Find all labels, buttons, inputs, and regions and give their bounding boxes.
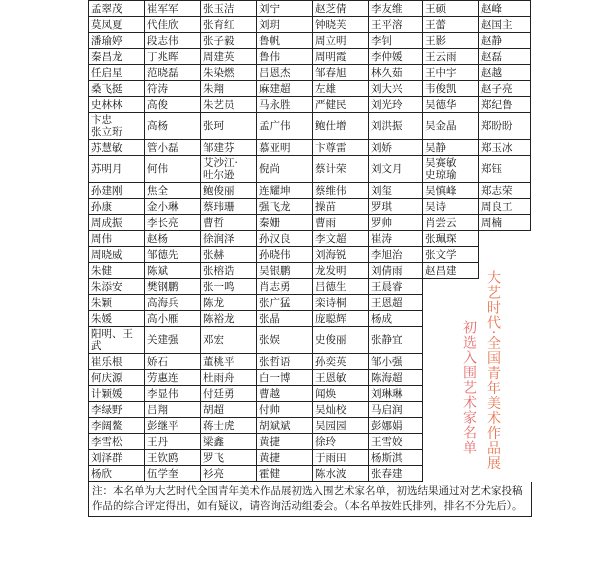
name-cell: 郑玉冰 <box>479 140 531 156</box>
blank-cell <box>479 247 531 263</box>
name-cell: 管小磊 <box>145 140 201 156</box>
name-cell: 彭继平 <box>145 418 201 434</box>
name-cell: 林久茹 <box>369 65 423 81</box>
name-cell: 马启润 <box>369 402 423 418</box>
name-cell: 孟广伟 <box>257 113 313 140</box>
name-cell: 樊钢鹏 <box>145 279 201 295</box>
name-cell: 肖志勇 <box>257 279 313 295</box>
name-cell: 蔡维伟 <box>313 183 369 199</box>
name-cell: 张晶 <box>257 311 313 327</box>
name-cell: 胡斌斌 <box>257 418 313 434</box>
blank-cell <box>423 279 479 295</box>
name-cell: 吴园园 <box>313 418 369 434</box>
name-cell: 马永胜 <box>257 97 313 113</box>
name-cell: 付帅 <box>257 402 313 418</box>
name-cell: 周晓威 <box>89 247 145 263</box>
name-cell: 史俊丽 <box>313 327 369 354</box>
name-cell: 李仲媛 <box>369 49 423 65</box>
name-cell: 庞聪辉 <box>313 311 369 327</box>
name-cell: 朱添安 <box>89 279 145 295</box>
name-cell: 吴静 <box>423 140 479 156</box>
name-cell: 张哲语 <box>257 354 313 370</box>
table-row <box>89 97 531 113</box>
table-row <box>89 113 531 140</box>
name-cell: 蒋士虎 <box>201 418 257 434</box>
name-cell: 彭娜娟 <box>369 418 423 434</box>
table-row <box>89 1 531 17</box>
table-row <box>89 81 531 97</box>
name-cell: 孙康 <box>89 199 145 215</box>
name-cell: 左雄 <box>313 81 369 97</box>
name-cell: 王云雨 <box>423 49 479 65</box>
name-cell: 周成振 <box>89 215 145 231</box>
name-cell: 焦全 <box>145 183 201 199</box>
name-cell: 刘大兴 <box>369 81 423 97</box>
name-cell: 张娱 <box>257 327 313 354</box>
name-cell: 孙汉良 <box>257 231 313 247</box>
name-cell: 朱颖 <box>89 295 145 311</box>
name-cell: 张广猛 <box>257 295 313 311</box>
name-cell: 计颖媛 <box>89 386 145 402</box>
name-cell: 高俊 <box>145 97 201 113</box>
name-cell: 艾沙江· 吐尔逊 <box>201 156 257 183</box>
table-row <box>89 17 531 33</box>
name-cell: 赵国主 <box>479 17 531 33</box>
name-cell: 周明霞 <box>313 49 369 65</box>
name-cell: 劳惠连 <box>145 370 201 386</box>
blank-cell <box>423 295 479 311</box>
name-cell: 吴德华 <box>423 97 479 113</box>
name-cell: 于雨田 <box>313 450 369 466</box>
name-cell: 王影 <box>423 33 479 49</box>
name-cell: 赵子亮 <box>479 81 531 97</box>
name-cell: 衫亮 <box>201 466 257 482</box>
name-cell: 邹德先 <box>145 247 201 263</box>
name-cell: 赵昌建 <box>423 263 479 279</box>
name-cell: 张育红 <box>201 17 257 33</box>
name-cell: 李钊 <box>369 33 423 49</box>
name-cell: 刘海锐 <box>313 247 369 263</box>
name-cell: 赵静 <box>479 33 531 49</box>
name-cell: 肖尝云 <box>423 215 479 231</box>
name-cell: 符涛 <box>145 81 201 97</box>
name-cell: 伍学奎 <box>145 466 201 482</box>
name-cell: 霍健 <box>257 466 313 482</box>
name-cell: 李友维 <box>369 1 423 17</box>
name-cell: 王钦鸥 <box>145 450 201 466</box>
name-cell: 严健民 <box>313 97 369 113</box>
name-cell: 曹雨 <box>313 215 369 231</box>
name-cell: 卞忠 张立珩 <box>89 113 145 140</box>
name-cell: 郑志荣 <box>479 183 531 199</box>
name-cell: 邹小强 <box>369 354 423 370</box>
name-cell: 杜雨舟 <box>201 370 257 386</box>
name-cell: 刘玺 <box>369 183 423 199</box>
name-cell: 段志伟 <box>145 33 201 49</box>
table-row <box>89 156 531 183</box>
name-cell: 罗琪 <box>369 199 423 215</box>
table-row <box>89 231 531 247</box>
name-cell: 胡超 <box>201 402 257 418</box>
name-cell: 王恩超 <box>369 295 423 311</box>
name-cell: 慕亚明 <box>257 140 313 156</box>
name-cell: 鲁伟 <box>257 49 313 65</box>
name-cell: 高海兵 <box>145 295 201 311</box>
name-cell: 吴灿校 <box>313 402 369 418</box>
name-cell: 连耀坤 <box>257 183 313 199</box>
name-cell: 孙晓伟 <box>257 247 313 263</box>
name-cell: 刘娇 <box>369 140 423 156</box>
name-cell: 徐润泽 <box>201 231 257 247</box>
name-cell: 吕德生 <box>313 279 369 295</box>
name-cell: 吴诗 <box>423 199 479 215</box>
name-cell: 吴赛敏 史琼瑜 <box>423 156 479 183</box>
name-cell: 董桃平 <box>201 354 257 370</box>
name-cell: 赵芝倩 <box>313 1 369 17</box>
name-cell: 白一博 <box>257 370 313 386</box>
table-row <box>89 466 531 482</box>
name-cell: 王丹 <box>145 434 201 450</box>
name-cell: 徐玲 <box>313 434 369 450</box>
name-cell: 周建英 <box>201 49 257 65</box>
name-cell: 王雪姣 <box>369 434 423 450</box>
name-cell: 张文学 <box>423 247 479 263</box>
name-cell: 何伟 <box>145 156 201 183</box>
name-cell: 黄捷 <box>257 450 313 466</box>
table-row <box>89 199 531 215</box>
name-cell: 苏慧敏 <box>89 140 145 156</box>
name-cell: 周伟 <box>89 231 145 247</box>
name-cell: 刘倩雨 <box>369 263 423 279</box>
table-row <box>89 295 531 311</box>
table-row <box>89 263 531 279</box>
name-cell: 郑钰 <box>479 156 531 183</box>
name-cell: 张珮琛 <box>423 231 479 247</box>
name-cell: 郑盼盼 <box>479 113 531 140</box>
name-cell: 倪尚 <box>257 156 313 183</box>
name-cell: 范晓磊 <box>145 65 201 81</box>
name-cell: 赵杨 <box>145 231 201 247</box>
table-row <box>89 215 531 231</box>
name-cell: 吕恩杰 <box>257 65 313 81</box>
name-cell: 张静宜 <box>369 327 423 354</box>
name-cell: 李文超 <box>313 231 369 247</box>
name-cell: 潘瑜婷 <box>89 33 145 49</box>
name-cell: 朱艺员 <box>201 97 257 113</box>
name-cell: 陈斌 <box>145 263 201 279</box>
table-row <box>89 140 531 156</box>
name-cell: 吴银鹏 <box>257 263 313 279</box>
name-cell: 陈龙 <box>201 295 257 311</box>
table-row <box>89 33 531 49</box>
name-cell: 王恩敏 <box>313 370 369 386</box>
name-cell: 娇石 <box>145 354 201 370</box>
name-cell: 吕翔 <box>145 402 201 418</box>
name-cell: 杨斯淇 <box>369 450 423 466</box>
name-cell: 张一鸣 <box>201 279 257 295</box>
name-cell: 刘宁 <box>257 1 313 17</box>
name-cell: 高小雁 <box>145 311 201 327</box>
name-cell: 陈水波 <box>313 466 369 482</box>
name-cell: 鲁帆 <box>257 33 313 49</box>
name-cell: 崔乐根 <box>89 354 145 370</box>
name-cell: 李绿野 <box>89 402 145 418</box>
name-cell: 罗帅 <box>369 215 423 231</box>
name-cell: 王平溶 <box>369 17 423 33</box>
list-subtitle: 初选入围艺术家名单 <box>461 320 477 455</box>
name-cell: 朱翔 <box>201 81 257 97</box>
name-cell: 罗飞 <box>201 450 257 466</box>
name-cell: 闻焕 <box>313 386 369 402</box>
name-cell: 蔡计荣 <box>313 156 369 183</box>
name-cell: 苏明月 <box>89 156 145 183</box>
name-cell: 朱染燃 <box>201 65 257 81</box>
name-cell: 金小琳 <box>145 199 201 215</box>
name-cell: 桑飞挺 <box>89 81 145 97</box>
name-cell: 阳明、王 武 <box>89 327 145 354</box>
name-cell: 刘洪振 <box>369 113 423 140</box>
name-cell: 周楠 <box>479 215 531 231</box>
name-cell: 张春建 <box>369 466 423 482</box>
name-cell: 郑纪鲁 <box>479 97 531 113</box>
name-cell: 付廷勇 <box>201 386 257 402</box>
name-cell: 王蕾 <box>423 17 479 33</box>
name-cell: 鲍俊丽 <box>201 183 257 199</box>
table-row <box>89 183 531 199</box>
name-cell: 孙建刚 <box>89 183 145 199</box>
name-cell: 强飞龙 <box>257 199 313 215</box>
name-cell: 刘琳琳 <box>369 386 423 402</box>
name-cell: 史林林 <box>89 97 145 113</box>
name-cell: 孙奕英 <box>313 354 369 370</box>
table-row <box>89 65 531 81</box>
name-cell: 张子毅 <box>201 33 257 49</box>
name-cell: 蔡玮珊 <box>201 199 257 215</box>
name-cell: 秦昌龙 <box>89 49 145 65</box>
name-cell: 刘泽群 <box>89 450 145 466</box>
name-cell: 任启星 <box>89 65 145 81</box>
blank-cell <box>479 231 531 247</box>
footnote: 注：本名单为大艺时代全国青年美术作品展初选入围艺术家名单，初选结果通过对艺术家投稿作品的综合评定得出，如有疑议，请咨询活动组委会。（本名单按姓氏排列，排名不分先后）。 <box>88 482 532 517</box>
name-cell: 崔涛 <box>369 231 423 247</box>
name-cell: 孟翠茂 <box>89 1 145 17</box>
exhibition-title: 大艺时代·全国青年美术作品展 <box>485 270 501 471</box>
name-cell: 赵峰 <box>479 1 531 17</box>
name-cell: 曹哲 <box>201 215 257 231</box>
name-cell: 黄捷 <box>257 434 313 450</box>
name-cell: 丁兆晖 <box>145 49 201 65</box>
name-cell: 吴慎峰 <box>423 183 479 199</box>
name-cell: 邹春旭 <box>313 65 369 81</box>
name-cell: 韦俊凯 <box>423 81 479 97</box>
name-cell: 栾诗桐 <box>313 295 369 311</box>
name-cell: 朱健 <box>89 263 145 279</box>
name-cell: 刘文月 <box>369 156 423 183</box>
name-cell: 何庆源 <box>89 370 145 386</box>
name-cell: 梁鑫 <box>201 434 257 450</box>
name-cell: 邹建芬 <box>201 140 257 156</box>
name-cell: 操苗 <box>313 199 369 215</box>
name-cell: 莫凤夏 <box>89 17 145 33</box>
name-cell: 钟晓芙 <box>313 17 369 33</box>
name-cell: 张榕诰 <box>201 263 257 279</box>
table-row <box>89 279 531 295</box>
name-cell: 张珂 <box>201 113 257 140</box>
name-cell: 李雪松 <box>89 434 145 450</box>
name-cell: 关建强 <box>145 327 201 354</box>
name-cell: 杨欣 <box>89 466 145 482</box>
name-cell: 崔军军 <box>145 1 201 17</box>
name-cell: 邓宏 <box>201 327 257 354</box>
name-cell: 朱媛 <box>89 311 145 327</box>
name-cell: 张玉洁 <box>201 1 257 17</box>
name-cell: 秦姗 <box>257 215 313 231</box>
name-cell: 李显伟 <box>145 386 201 402</box>
name-cell: 王晨睿 <box>369 279 423 295</box>
name-cell: 赵磊 <box>479 49 531 65</box>
name-cell: 赵越 <box>479 65 531 81</box>
name-cell: 代佳欣 <box>145 17 201 33</box>
name-cell: 刘光玲 <box>369 97 423 113</box>
name-cell: 李长亮 <box>145 215 201 231</box>
name-cell: 麻建超 <box>257 81 313 97</box>
name-cell: 陈裕龙 <box>201 311 257 327</box>
name-cell: 周良工 <box>479 199 531 215</box>
table-row <box>89 49 531 65</box>
name-cell: 刘玥 <box>257 17 313 33</box>
name-cell: 王硕 <box>423 1 479 17</box>
name-cell: 李阔鳌 <box>89 418 145 434</box>
table-row <box>89 247 531 263</box>
name-cell: 曹越 <box>257 386 313 402</box>
name-cell: 陈海超 <box>369 370 423 386</box>
name-cell: 龙发明 <box>313 263 369 279</box>
name-cell: 周立明 <box>313 33 369 49</box>
name-cell: 李旭治 <box>369 247 423 263</box>
name-cell: 杨成 <box>369 311 423 327</box>
name-cell: 张赫 <box>201 247 257 263</box>
name-cell: 鲍仕增 <box>313 113 369 140</box>
name-cell: 卞尊雷 <box>313 140 369 156</box>
name-cell: 高杨 <box>145 113 201 140</box>
name-cell: 王中宇 <box>423 65 479 81</box>
blank-cell <box>423 466 479 482</box>
name-cell: 吴金晶 <box>423 113 479 140</box>
